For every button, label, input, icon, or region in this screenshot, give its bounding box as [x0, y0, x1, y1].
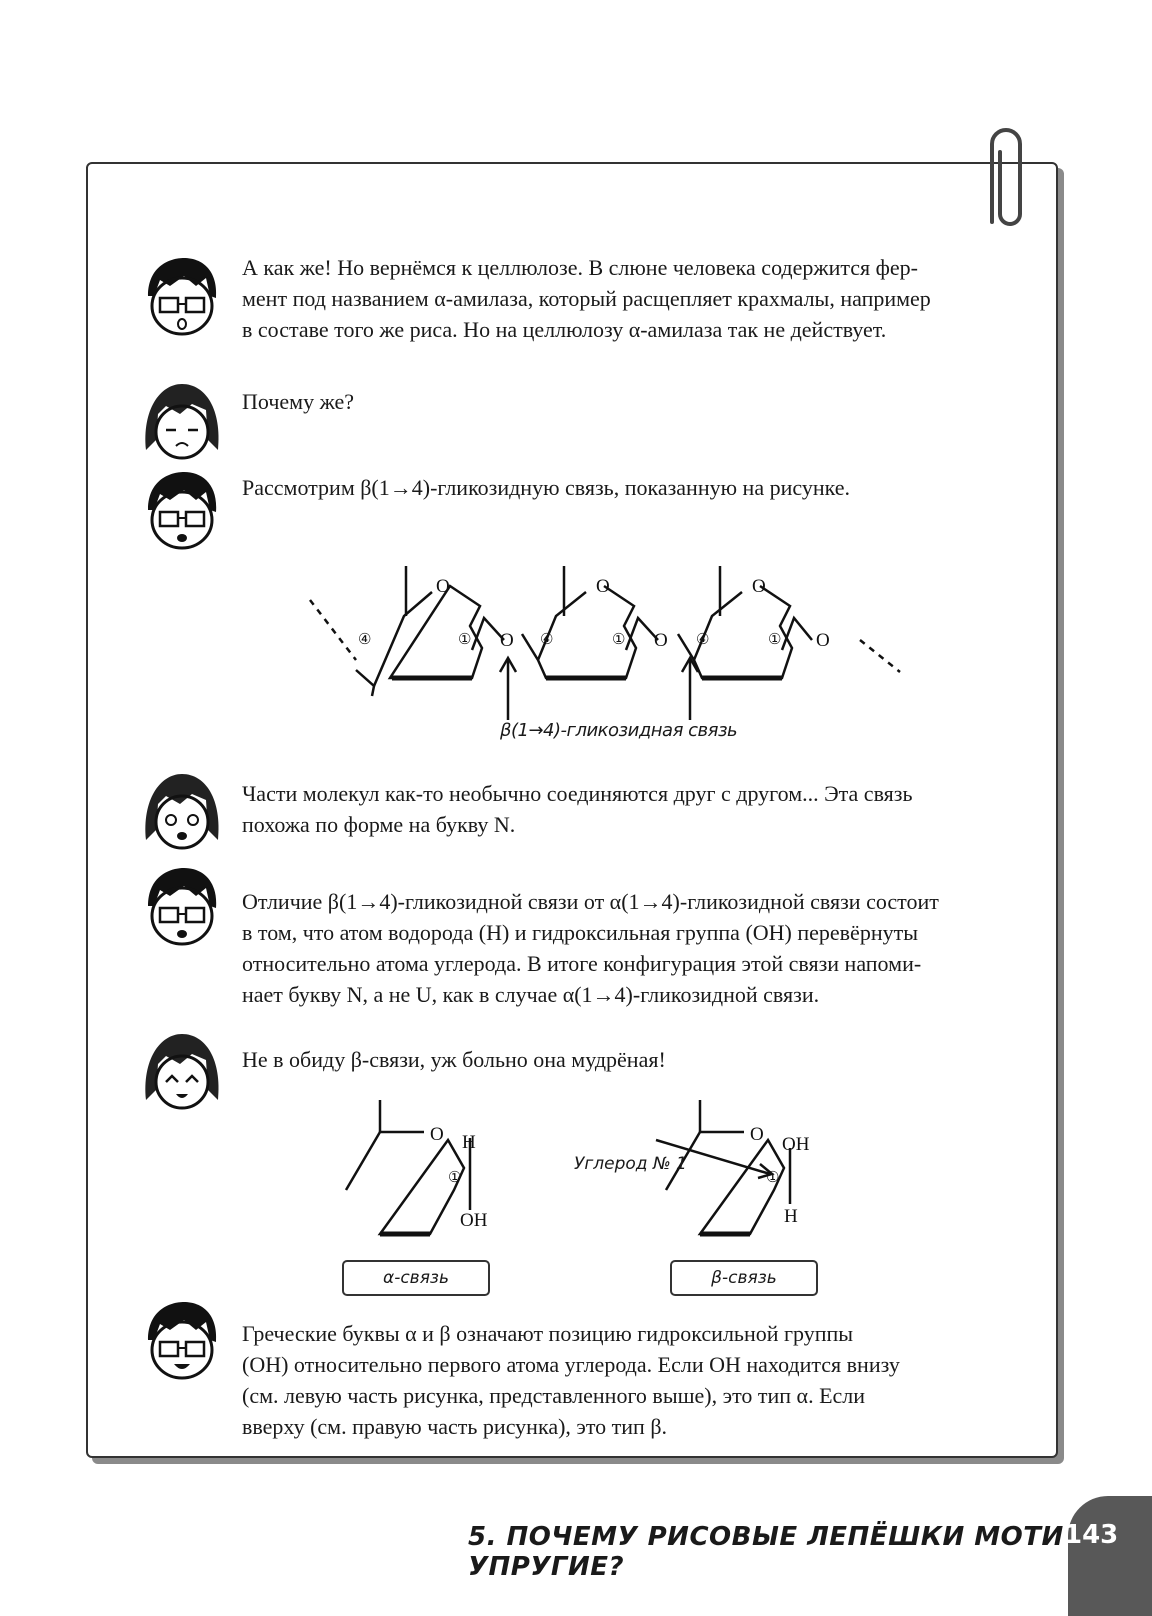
carbon-1-label: Углерод № 1	[574, 1154, 687, 1174]
dialogue-text: Отличие β(1→4)-гликозидной связи от α(1→4)-гликозидной связи состоит в том, что атом водорода (H) и гидроксильная группа (OH) перевёрнуты относительно атома углерода. В итоге конфигурация этой связи напоми- нает букву N, а не U, как в случае α(1→4)-гликозидной связи.	[242, 889, 939, 1007]
carbon-1-marker: ①	[458, 632, 472, 648]
girl-avatar-icon	[140, 380, 224, 464]
dialogue-text: Части молекул как-то необычно соединяются друг с другом... Эта связь похожа по форме на букву N.	[242, 781, 913, 837]
dialogue-text: Рассмотрим β(1→4)-гликозидную связь, показанную на рисунке.	[242, 475, 851, 500]
page-number-tab	[1068, 1496, 1152, 1616]
girl-avatar-icon	[140, 1030, 224, 1114]
bridge-oxygen-label: O	[500, 630, 514, 651]
ring-oxygen-label: O	[436, 576, 450, 597]
glycosidic-bond-label: β(1→4)-гликозидная связь	[500, 720, 738, 741]
dialogue-text: А как же! Но вернёмся к целлюлозе. В слюне человека содержится фер- мент под названием α-амилаза, который расщепляет крахмалы, например в составе того же риса. Но на целлюлозу α-амилаза так не действует.	[242, 255, 931, 342]
carbon-4-marker: ④	[696, 632, 710, 648]
hydrogen-label: H	[784, 1206, 798, 1227]
hydrogen-label: H	[462, 1132, 476, 1153]
professor-avatar-icon	[140, 256, 224, 340]
carbon-1-marker: ①	[448, 1170, 462, 1186]
carbon-4-marker: ④	[540, 632, 554, 648]
ring-oxygen-label: O	[750, 1124, 764, 1145]
professor-avatar-icon	[140, 470, 224, 554]
alpha-bond-label: α-связь	[342, 1260, 490, 1296]
dialogue-text: Почему же?	[242, 389, 355, 414]
alpha-beta-anomer-diagram	[340, 1100, 840, 1260]
girl-avatar-icon	[140, 770, 224, 854]
ring-oxygen-label: O	[430, 1124, 444, 1145]
ring-oxygen-label: O	[752, 576, 766, 597]
dialogue-text: Греческие буквы α и β означают позицию гидроксильной группы (OH) относительно первого атома углерода. Если OH находится внизу (см. левую часть рисунка, представленного выше), это тип α. Если вверху (см. правую часть рисунка), это тип β.	[242, 1321, 900, 1439]
carbon-1-marker: ①	[768, 632, 782, 648]
dialogue-text: Не в обиду β-связи, уж больно она мудрёная!	[242, 1047, 666, 1072]
carbon-1-marker: ①	[766, 1170, 780, 1186]
ring-oxygen-label: O	[596, 576, 610, 597]
page-number: 143	[1064, 1520, 1119, 1550]
beta-glycosidic-chain-diagram	[300, 560, 940, 740]
paperclip-icon	[970, 122, 1030, 232]
bridge-oxygen-label: O	[816, 630, 830, 651]
bridge-oxygen-label: O	[654, 630, 668, 651]
carbon-4-marker: ④	[358, 632, 372, 648]
chapter-title: 5. ПОЧЕМУ РИСОВЫЕ ЛЕПЁШКИ МОТИ УПРУГИЕ?	[468, 1522, 1064, 1582]
professor-avatar-icon	[140, 1300, 224, 1384]
professor-avatar-icon	[140, 866, 224, 950]
beta-bond-label: β-связь	[670, 1260, 818, 1296]
hydroxyl-label: OH	[460, 1210, 488, 1231]
hydroxyl-label: OH	[782, 1134, 810, 1155]
carbon-1-marker: ①	[612, 632, 626, 648]
